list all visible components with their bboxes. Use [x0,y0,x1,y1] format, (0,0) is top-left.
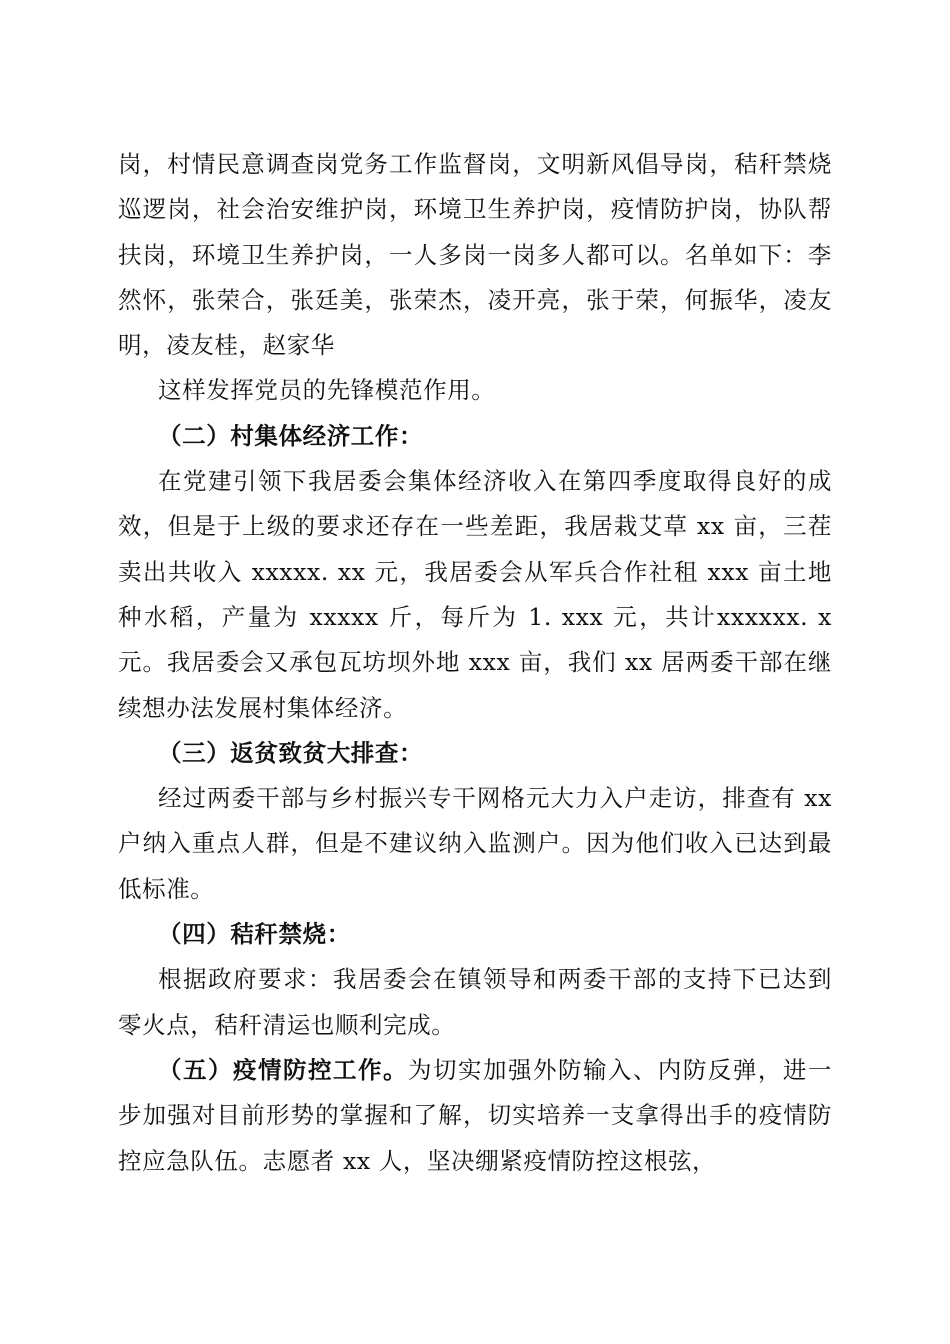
section-heading-poverty-check: （三）返贫致贫大排查： [158,738,424,767]
section-heading-straw-burning: （四）秸秆禁烧： [158,920,351,949]
section-heading-collective-economy: （二）村集体经济工作： [158,421,424,450]
document-page [118,142,832,1184]
paragraph-posts-and-names: 岗，村情民意调查岗党务工作监督岗，文明新风倡导岗，秸秆禁烧巡逻岗，社会治安维护岗，环境卫生养护岗，疫情防护岗，协队帮扶岗，环境卫生养护岗，一人多岗一岗多人都可以。名单如下：李然怀，张荣合，张廷美，张荣杰，凌开亮，张于荣，何振华，凌友明，凌友桂，赵家华 [118,150,832,360]
paragraph-poverty-check: 经过两委干部与乡村振兴专干网格元大力入户走访，排查有 xx 户纳入重点人群，但是不建议纳入监测户。因为他们收入已达到最低标准。 [118,784,832,903]
paragraph-epidemic-control [118,1048,832,1184]
section-heading-epidemic-control: （五）疫情防控工作。 [158,1055,408,1084]
paragraph-collective-economy: 在党建引领下我居委会集体经济收入在第四季度取得良好的成效，但是于上级的要求还存在一些差距，我居栽艾草 xx 亩，三茬卖出共收入 xxxxx. xx 元，我居委会从军兵合作社租 xxx 亩土地种水稻，产量为 xxxxx 斤，每斤为 1. xxx 元，共计xxxxxx. x 元。我居委会又承包瓦坊坝外地 xxx 亩，我们 xx 居两委干部在继续想办法发展村集体经济。 [118,467,832,722]
paragraph-straw-burning: 根据政府要求：我居委会在镇领导和两委干部的支持下已达到零火点，秸秆清运也顺利完成。 [118,965,832,1039]
paragraph-party-role: 这样发挥党员的先锋模范作用。 [158,376,496,405]
paragraph-epidemic-control-text: 为切实加强外防输入、内防反弹，进一步加强对目前形势的掌握和了解，切实培养一支拿得出手的疫情防控应急队伍。志愿者 xx 人，坚决绷紧疫情防控这根弦， [118,1055,833,1175]
